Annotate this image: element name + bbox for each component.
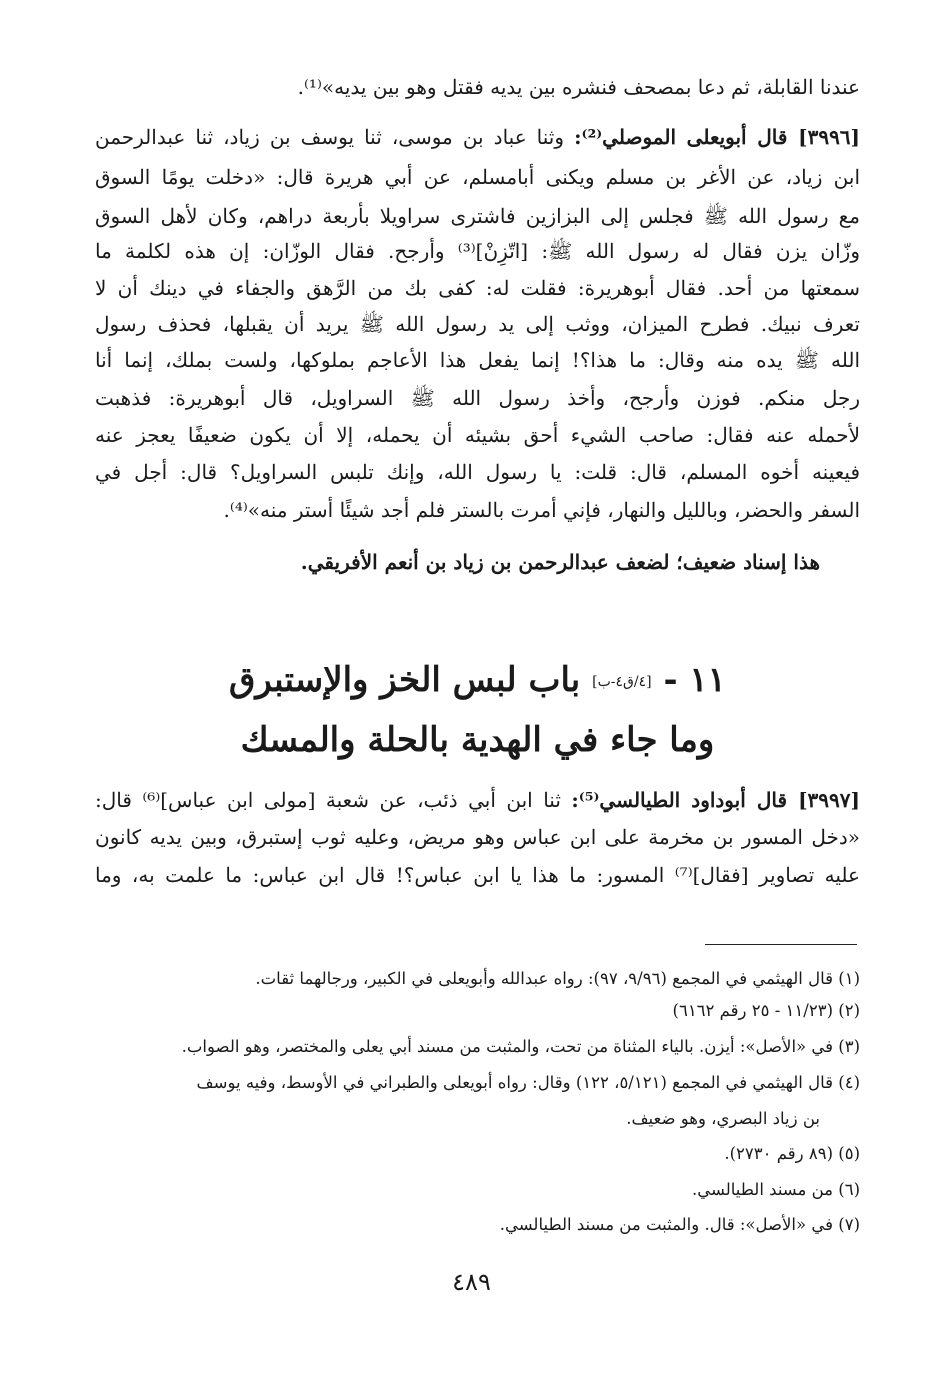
hadith-3997-label: [٣٩٩٧] قال أبوداود الطيالسي⁽⁵⁾: [571,788,860,812]
chapter-title-line1: باب لبس الخز والإستبرق [229,660,581,700]
body-line-1: عندنا القابلة، ثم دعا بمصحف فنشره بين يديه فقتل وهو بين يديه»⁽¹⁾. [297,75,860,99]
footnote-2: (٢) (١١/٢٣ - ٢٥ رقم ٦١٦٢) [672,1001,860,1020]
body-line-7: تعرف نبيك. فطرح الميزان، ووثب إلى يد رسول الله ﷺ يريد أن يقبلها، فحذف رسول [95,312,860,336]
page-number: ٤٨٩ [452,1268,491,1296]
chapter-title-line2: وما جاء في الهدية بالحلة والمسك [240,720,715,760]
body-line-6: سمعتها من أحد. فقال أبوهريرة: فقلت له: كفى بك من الرَّهق والجفاء في دينك أن لا [95,276,860,300]
body-line-4: مع رسول الله ﷺ فجلس إلى البزازين فاشترى سراويلا بأربعة دراهم، وكان لأهل السوق [95,204,860,228]
footnote-7: (٧) في «الأصل»: قال. والمثبت من مسند الطيالسي. [499,1215,860,1234]
hadith-3997-line-3: عليه تصاوير [فقال]⁽⁷⁾ المسور: ما هذا يا ابن عباس؟! قال ابن عباس: ما علمت به، وما [95,863,860,887]
footnote-separator [705,944,857,945]
footnote-5: (٥) (٨٩ رقم ٢٧٣٠). [724,1144,860,1163]
body-line-12: السفر والحضر، وبالليل والنهار، فإني أمرت بالستر فلم أجد شيئًا أستر منه»⁽⁴⁾. [223,498,860,522]
hadith-3996-first-line [95,120,860,154]
chapter-number: ١١ - [663,660,726,700]
chapter-heading [95,652,860,710]
manuscript-ref: [٤/ق٤-ب] [592,674,652,690]
footnote-4: (٤) قال الهيثمي في المجمع (٥/١٢١، ١٢٢) وقال: رواه أبويعلى والطبراني في الأوسط، وفيه يوسف [196,1073,860,1092]
isnad-note: هذا إسناد ضعيف؛ لضعف عبدالرحمن بن زياد بن أنعم الأفريقي. [300,550,820,574]
body-line-2: وثنا عباد بن موسى، ثنا يوسف بن زياد، ثنا عبدالرحمن [95,125,565,149]
body-line-11: فيعينه أخوه المسلم، قال: قلت: يا رسول الله، وإنك تلبس السراويل؟ قال: أجل في [95,460,860,484]
body-line-5: وزّان يزن فقال له رسول الله ﷺ: [اتّزِنْ]⁽³⁾ وأرجح. فقال الوزّان: إن هذه لكلمة ما [95,239,860,263]
footnote-1: (١) قال الهيثمي في المجمع (٩/٩٦، ٩٧): رواه عبدالله وأبويعلى في الكبير، ورجالهما ثقات. [255,969,860,988]
hadith-3997-first-line [95,783,860,817]
footnote-4-cont: بن زياد البصري، وهو ضعيف. [626,1109,820,1128]
hadith-3997-line-2: «دخل المسور بن مخرمة على ابن عباس وهو مريض، وعليه ثوب إستبرق، وبين يديه كانون [95,825,860,849]
body-line-10: لأحمله عنه فقال: صاحب الشيء أحق بشيئه أن يحمله، إلا أن يكون ضعيفًا يعجز عنه [95,423,860,447]
footnote-6: (٦) من مسند الطيالسي. [692,1180,860,1199]
hadith-3997-line-1: ثنا ابن أبي ذئب، عن شعبة [مولى ابن عباس]⁽⁶⁾ قال: [95,788,561,812]
body-line-3: ابن زياد، عن الأغر بن مسلم ويكنى أبامسلم، عن أبي هريرة قال: «دخلت يومًا السوق [95,165,860,189]
footnote-3: (٣) في «الأصل»: أيزن. بالياء المثناة من تحت، والمثبت من مسند أبي يعلى والمختصر، وهو الصواب. [181,1037,860,1056]
body-line-8: الله ﷺ يده منه وقال: ما هذا؟! إنما يفعل هذا الأعاجم بملوكها، ولست بملك، إنما أنا [95,348,860,372]
body-line-9: رجل منكم. فوزن وأرجح، وأخذ رسول الله ﷺ السراويل، قال أبوهريرة: فذهبت [95,386,860,410]
hadith-3996-label: [٣٩٩٦] قال أبويعلى الموصلي⁽²⁾: [574,125,860,149]
